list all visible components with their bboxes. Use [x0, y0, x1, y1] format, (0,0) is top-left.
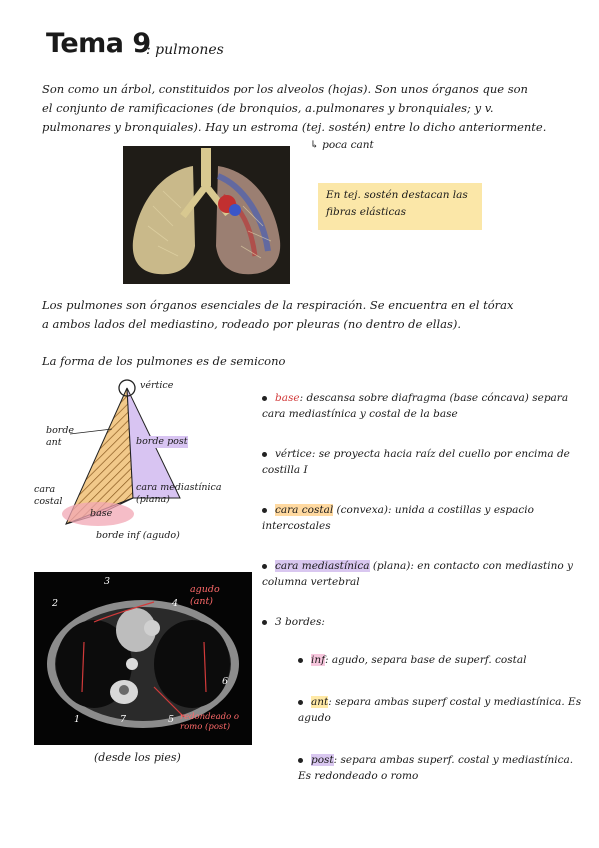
- bullet-icon: [298, 658, 303, 663]
- lung-features-list: [262, 390, 582, 784]
- page-title: Tema 9: [46, 28, 151, 59]
- bullet-icon: [262, 508, 267, 513]
- list-item: cara mediastínica (plana): en contacto con mediastino y columna vertebral: [262, 560, 573, 588]
- semicone-diagram: [30, 374, 250, 544]
- list-item: cara costal (convexa): unida a costillas y espacio intercostales: [262, 504, 534, 532]
- label-borde-ant: borde ant: [46, 425, 75, 448]
- lung-cast-image: [123, 146, 290, 284]
- location-line-1: Los pulmones son órganos esenciales de la respiración. Se encuentra en el tórax: [42, 298, 514, 312]
- list-item: post: separa ambas superf. costal y mediastínica. Es redondeado o romo: [298, 754, 574, 782]
- page-subtitle: : pulmones: [146, 42, 224, 58]
- ct-number-label: 6: [222, 676, 229, 687]
- bullet-icon: [262, 620, 267, 625]
- location-paragraph: [42, 296, 572, 334]
- location-line-2: a ambos lados del mediastino, rodeado por pleuras (no dentro de ellas).: [42, 317, 462, 331]
- ct-caption: (desde los pies): [94, 751, 181, 764]
- bullet-icon: [298, 700, 303, 705]
- ct-number-label: 3: [104, 576, 111, 587]
- ct-number-label: 5: [168, 714, 175, 725]
- ct-number-label: 2: [52, 598, 59, 609]
- fibers-note: En tej. sostén destacan las fibras elásticas: [318, 183, 482, 230]
- ct-number-label: 7: [120, 714, 127, 725]
- list-item: base: descansa sobre diafragma (base cóncava) separa cara mediastínica y costal de la base: [262, 392, 569, 420]
- label-borde-inf: borde inf (agudo): [96, 530, 180, 541]
- label-base: base: [90, 508, 113, 519]
- list-item: 3 bordes:: [262, 614, 582, 630]
- ct-label-agudo: agudo (ant): [190, 584, 220, 607]
- ct-number-label: 4: [172, 598, 179, 609]
- shape-title: La forma de los pulmones es de semicono: [42, 354, 286, 368]
- label-borde-post: borde post: [136, 436, 188, 447]
- list-item: inf: agudo, separa base de superf. costal: [298, 652, 582, 668]
- label-cara-costal: cara costal: [34, 484, 63, 507]
- bullet-icon: [262, 452, 267, 457]
- label-vertice: vértice: [140, 380, 174, 391]
- intro-paragraph: [42, 80, 572, 137]
- bullet-icon: [262, 564, 267, 569]
- bullet-icon: [298, 758, 303, 763]
- list-item: vértice: se proyecta hacia raíz del cuello por encima de costilla I: [262, 448, 570, 476]
- intro-side-note: ↳ poca cant: [310, 139, 374, 151]
- ct-label-redondeado: redondeado o romo (post): [180, 712, 240, 732]
- label-cara-mediastinica: cara mediastínica (plana): [136, 482, 222, 505]
- borders-sublist: [262, 652, 582, 784]
- ct-number-label: 1: [74, 714, 81, 725]
- list-item: ant: separa ambas superf costal y mediastínica. Es agudo: [298, 696, 582, 724]
- intro-line-1: Son como un árbol, constituidos por los alveolos (hojas). Son unos órganos que son: [42, 82, 528, 96]
- bullet-icon: [262, 396, 267, 401]
- intro-line-3: pulmonares y bronquiales). Hay un estroma (tej. sostén) entre lo dicho anteriormente.: [42, 120, 547, 134]
- intro-line-2: el conjunto de ramificaciones (de bronquios, a.pulmonares y bronquiales; y v.: [42, 101, 494, 115]
